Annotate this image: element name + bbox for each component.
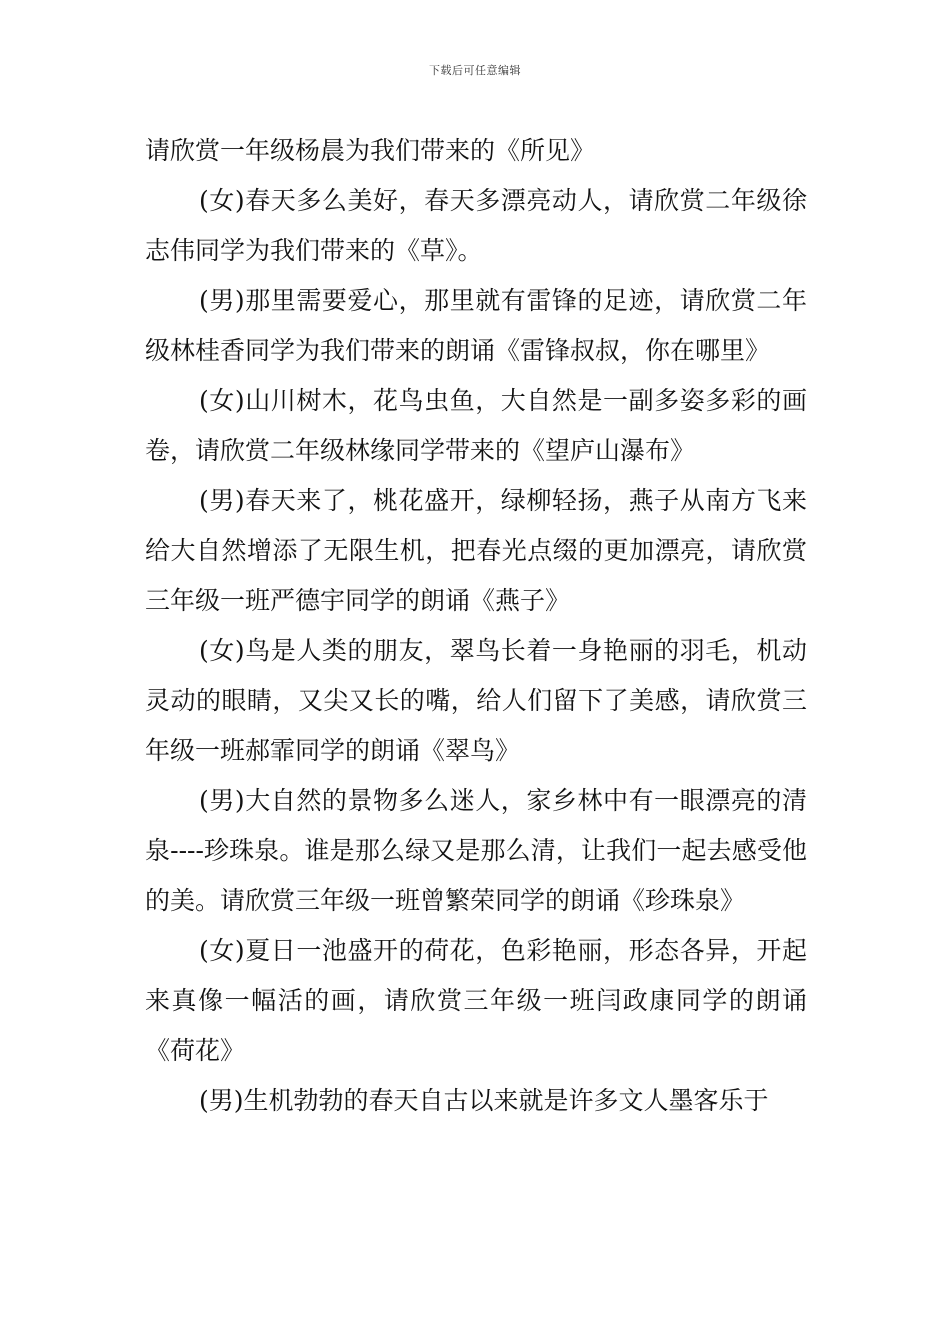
page-header: 下载后可任意编辑 xyxy=(429,64,521,77)
paragraph-hehua: (女)夏日一池盛开的荷花，色彩艳丽，形态各异，开起来真像一幅活的画，请欣赏三年级一班闫政康同学的朗诵《荷花》 xyxy=(145,936,807,1065)
paragraph-lushan: (女)山川树木，花鸟虫鱼，大自然是一副多姿多彩的画卷，请欣赏二年级林缘同学带来的《望庐山瀑布》 xyxy=(145,386,807,465)
document-body xyxy=(145,126,807,1126)
paragraph-yanzi: (男)春天来了，桃花盛开，绿柳轻扬，燕子从南方飞来给大自然增添了无限生机，把春光点缀的更加漂亮，请欣赏三年级一班严德宇同学的朗诵《燕子》 xyxy=(145,486,807,615)
paragraph-zhenzhuquan: (男)大自然的景物多么迷人，家乡林中有一眼漂亮的清泉----珍珠泉。谁是那么绿又是那么清，让我们一起去感受他的美。请欣赏三年级一班曾繁荣同学的朗诵《珍珠泉》 xyxy=(145,786,807,915)
paragraph-cuiniao: (女)鸟是人类的朋友，翠鸟长着一身艳丽的羽毛，机动灵动的眼睛，又尖又长的嘴，给人们留下了美感，请欣赏三年级一班郝霏同学的朗诵《翠鸟》 xyxy=(145,636,807,765)
paragraph-cao: (女)春天多么美好，春天多漂亮动人，请欣赏二年级徐志伟同学为我们带来的《草》。 xyxy=(145,186,807,265)
paragraph-intro-suojian: 请欣赏一年级杨晨为我们带来的《所见》 xyxy=(145,136,596,165)
paragraph-chuntian: (男)生机勃勃的春天自古以来就是许多文人墨客乐于 xyxy=(199,1086,769,1115)
paragraph-leifeng: (男)那里需要爱心，那里就有雷锋的足迹，请欣赏二年级林桂香同学为我们带来的朗诵《雷锋叔叔，你在哪里》 xyxy=(145,286,807,365)
